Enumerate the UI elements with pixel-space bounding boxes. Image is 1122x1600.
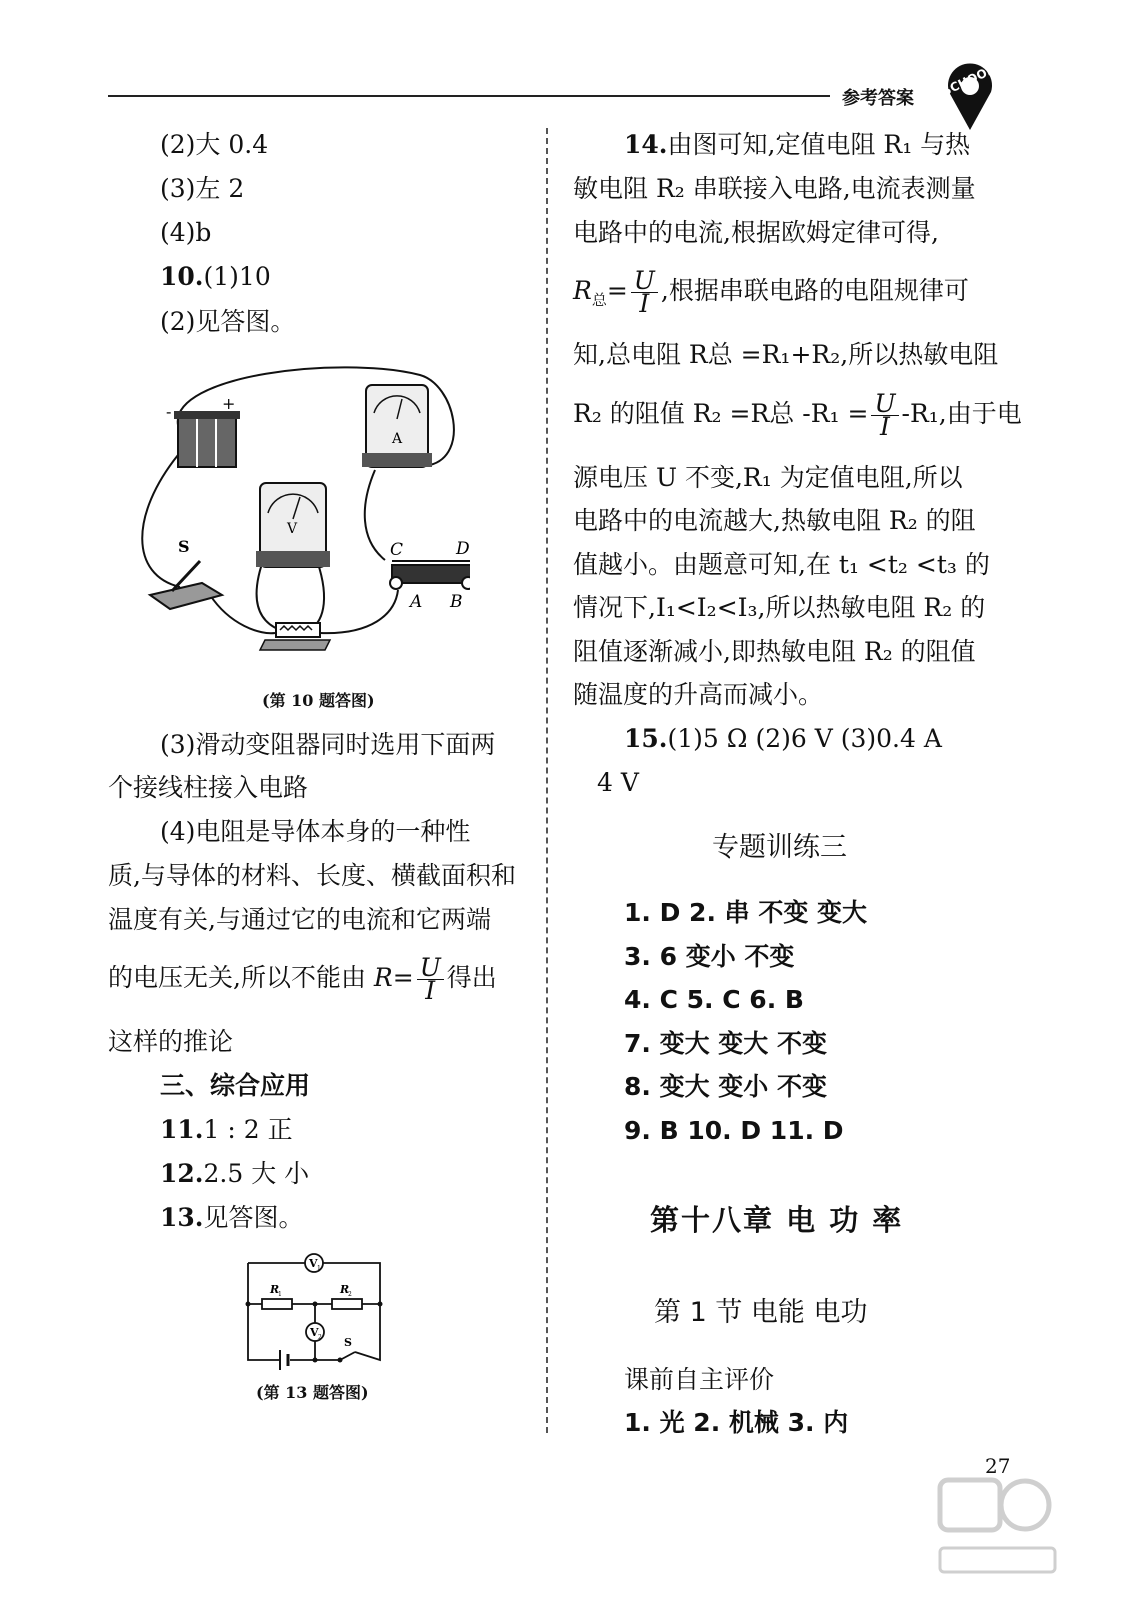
- q11-number: 11.: [160, 1115, 204, 1144]
- answer-14-line-1: [624, 130, 970, 160]
- q11-text: 1 : 2 正: [203, 1115, 293, 1144]
- answer-10-4-e: 这样的推论: [108, 1027, 234, 1056]
- battery-plus-label: +: [222, 394, 236, 413]
- answer-14-line-2: 敏电阻 R₂ 串联接入电路,电流表测量: [573, 174, 976, 203]
- rheostat-label-b: B: [450, 592, 463, 612]
- v1-label: V: [309, 1257, 318, 1270]
- answer-10-4-d-pre: 的电压无关,所以不能由: [108, 963, 366, 992]
- topic-3-answers-5: 8. 变大 变小 不变: [624, 1072, 828, 1101]
- topic-3-answers-1: 1. D 2. 串 不变 变大: [624, 898, 868, 927]
- answer-10-2: (2)见答图。: [160, 307, 296, 336]
- answer-14-line-12: 随温度的升高而减小。: [573, 680, 824, 709]
- formula-r: R: [373, 963, 393, 992]
- v2-sub-label: 2: [318, 1334, 322, 1341]
- r1-label: R: [270, 1283, 280, 1296]
- answer-9-3: (3)左 2: [160, 174, 245, 203]
- fraction-denominator-14a: I: [639, 289, 650, 318]
- voltmeter-label: V: [287, 521, 298, 537]
- q10-number: 10.: [160, 262, 204, 291]
- fraction-denominator-14b: I: [880, 412, 890, 441]
- battery-icon: [174, 411, 240, 467]
- resistor-icon: [260, 623, 330, 650]
- q14-number: 14.: [624, 130, 668, 159]
- fraction-denominator: I: [425, 976, 436, 1005]
- v1-sub-label: 1: [317, 1265, 321, 1272]
- answer-14-line-3: 电路中的电流,根据欧姆定律可得,: [573, 218, 939, 247]
- answer-15: [624, 724, 942, 754]
- r2-label: R: [340, 1283, 350, 1296]
- q15-number: 15.: [624, 724, 668, 753]
- answer-14-line-11: 阻值逐渐减小,即热敏电阻 R₂ 的阻值: [573, 637, 976, 666]
- answer-12: [160, 1159, 309, 1189]
- ammeter-label: A: [392, 431, 403, 447]
- answer-14-line-6-pre: R₂ 的阻值 R₂ =R总 -R₁ =: [573, 399, 869, 428]
- rheostat-label-a: A: [410, 592, 423, 612]
- answer-14-line-7: 源电压 U 不变,R₁ 为定值电阻,所以: [573, 463, 963, 492]
- answer-14-line-6-post: -R₁,由于电: [901, 399, 1022, 428]
- rheostat-label-d: D: [456, 539, 470, 559]
- switch-icon: [150, 561, 222, 609]
- figure-13-circuit: [240, 1248, 390, 1373]
- fraction-u-over-i: [417, 953, 444, 1005]
- answer-10-1: [160, 262, 271, 292]
- answer-15-cont: 4 V: [597, 768, 639, 797]
- resistor-r2-icon: [332, 1299, 362, 1309]
- r-total-eq: =: [606, 276, 628, 305]
- answer-10-3-b: 个接线柱接入电路: [108, 773, 309, 802]
- topic-3-answers-3: 4. C 5. C 6. B: [624, 985, 804, 1014]
- battery-minus-label: -: [166, 402, 172, 421]
- answer-10-4-b: 质,与导体的材料、长度、横截面积和: [108, 861, 516, 890]
- answer-10-3-a: (3)滑动变阻器同时选用下面两: [160, 730, 496, 759]
- page-number: 27: [985, 1454, 1011, 1478]
- rheostat-icon: [390, 561, 470, 589]
- subsection-heading: 课前自主评价: [624, 1365, 775, 1394]
- school-logo: [935, 62, 1005, 132]
- r-total-symbol: R: [573, 276, 592, 305]
- q12-text: 2.5 大 小: [203, 1159, 310, 1188]
- topic-3-answers-4: 7. 变大 变大 不变: [624, 1029, 828, 1058]
- v2-label: V: [310, 1326, 319, 1339]
- answer-10-4-a: (4)电阻是导体本身的一种性: [160, 817, 471, 846]
- header-label: 参考答案: [842, 88, 914, 109]
- q13-text: 见答图。: [203, 1203, 304, 1232]
- answer-10-4-d: [108, 948, 497, 1008]
- fraction-numerator: U: [417, 957, 444, 980]
- answer-9-4: (4)b: [160, 218, 212, 247]
- resistor-r1-icon: [262, 1299, 292, 1309]
- section-3-heading: 三、综合应用: [160, 1071, 311, 1100]
- figure-10-circuit: [130, 355, 470, 655]
- fraction-u-over-i-14a: [631, 266, 658, 318]
- answer-14-line-4-post: ,根据串联电路的电阻规律可: [660, 276, 969, 305]
- answer-14-line-6: [573, 385, 1022, 443]
- answer-14-line-10: 情况下,I₁<I₂<I₃,所以热敏电阻 R₂ 的: [573, 593, 986, 622]
- switch-s-label: S: [344, 1336, 352, 1349]
- r-total-sub: 总: [591, 291, 607, 309]
- answer-14-line-8: 电路中的电流越大,热敏电阻 R₂ 的阻: [573, 506, 976, 535]
- switch-label: S: [178, 537, 190, 556]
- fraction-numerator-14a: U: [631, 270, 658, 293]
- column-divider: [546, 128, 548, 1433]
- topic-3-answers-2: 3. 6 变小 不变: [624, 942, 795, 971]
- logo-text: SCHOOL: [939, 62, 997, 99]
- rheostat-label-c: C: [390, 540, 404, 560]
- ammeter-icon: [362, 385, 432, 467]
- chapter-heading: 第十八章 电 功 率: [650, 1203, 904, 1237]
- q12-number: 12.: [160, 1159, 204, 1188]
- answer-13: [160, 1203, 304, 1233]
- formula-eq: =: [392, 963, 414, 992]
- fraction-numerator-14b: U: [871, 393, 898, 416]
- q15-text: (1)5 Ω (2)6 V (3)0.4 A: [667, 724, 942, 753]
- section-heading: 第 1 节 电能 电功: [654, 1297, 868, 1328]
- answer-14-line-4: [573, 262, 969, 329]
- figure-13-caption: (第 13 题答图): [256, 1383, 369, 1402]
- q13-number: 13.: [160, 1203, 204, 1232]
- topic-3-heading: 专题训练三: [712, 832, 847, 863]
- answer-10-4-d-post: 得出: [446, 963, 497, 992]
- topic-3-answers-6: 9. B 10. D 11. D: [624, 1116, 844, 1145]
- answer-14-line-9: 值越小。由题意可知,在 t₁ <t₂ <t₃ 的: [573, 550, 990, 579]
- answer-14-line-5: 知,总电阻 R总 =R₁+R₂,所以热敏电阻: [573, 340, 999, 369]
- answer-10-4-c: 温度有关,与通过它的电流和它两端: [108, 905, 491, 934]
- figure-10-caption: (第 10 题答图): [262, 691, 375, 710]
- answer-9-2: (2)大 0.4: [160, 130, 269, 159]
- q10-text: (1)10: [203, 262, 271, 291]
- section-answers: 1. 光 2. 机械 3. 内: [624, 1408, 849, 1437]
- header-rule: [108, 95, 830, 97]
- watermark-icon: [930, 1460, 1060, 1580]
- answer-11: [160, 1115, 293, 1145]
- fraction-u-over-i-14b: [871, 389, 898, 441]
- r2-sub-label: 2: [348, 1291, 352, 1298]
- r1-sub-label: 1: [278, 1291, 282, 1298]
- q14-text-1: 由图可知,定值电阻 R₁ 与热: [667, 130, 971, 159]
